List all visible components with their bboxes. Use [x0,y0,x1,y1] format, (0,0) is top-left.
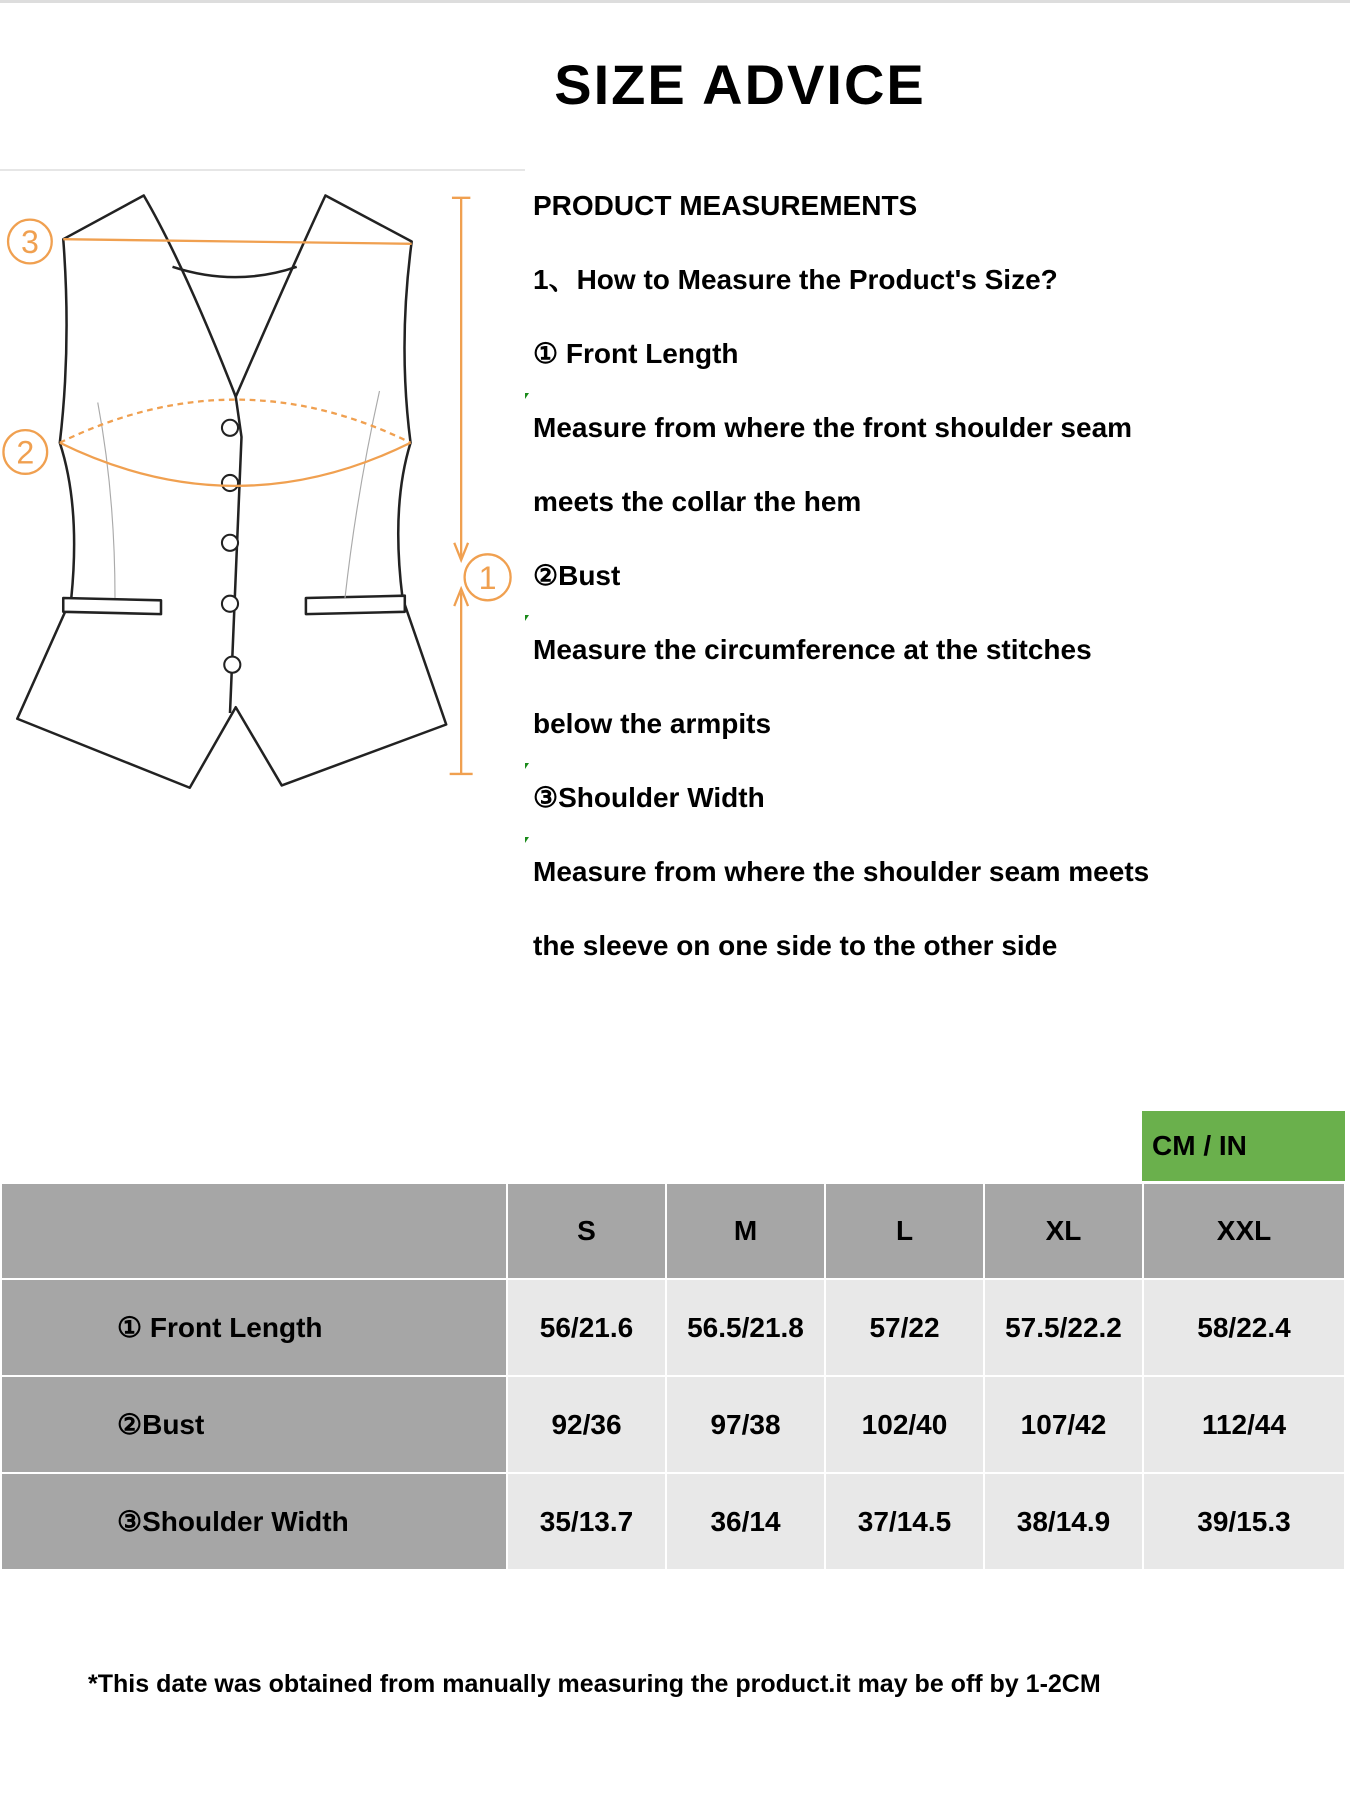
header-blank [1,1183,507,1279]
table-cell: 112/44 [1143,1376,1345,1473]
table-header-row [1,1183,1345,1279]
marker-shoulder: 3 [20,224,39,260]
size-header: S [507,1183,666,1279]
shoulder-text-1: Measure from where the shoulder seam meets [533,856,1150,887]
table-row [1,1473,1345,1570]
row-label: ③Shoulder Width [1,1473,507,1570]
size-header: L [825,1183,984,1279]
table-cell: 56.5/21.8 [666,1279,825,1376]
unit-label: CM / IN [1142,1111,1345,1181]
front-length-text-2: meets the collar the hem [533,486,862,517]
page-title: SIZE ADVICE [554,53,926,116]
marker-bust: 2 [16,434,35,471]
row-label: ① Front Length [1,1279,507,1376]
bullet-mark [525,763,529,769]
table-cell: 38/14.9 [984,1473,1143,1570]
size-table [0,1182,1346,1571]
table-cell: 92/36 [507,1376,666,1473]
size-header: XL [984,1183,1143,1279]
front-length-text-1: Measure from where the front shoulder seam [533,412,1133,443]
table-row [1,1279,1345,1376]
section-title: PRODUCT MEASUREMENTS [533,190,918,221]
bullet-mark [525,393,529,399]
bullet-mark [525,615,529,621]
bullet-mark [525,837,529,843]
table-cell: 39/15.3 [1143,1473,1345,1570]
table-cell: 102/40 [825,1376,984,1473]
size-header: XXL [1143,1183,1345,1279]
bust-text-2: below the armpits [533,708,772,739]
table-cell: 97/38 [666,1376,825,1473]
table-cell: 37/14.5 [825,1473,984,1570]
table-cell: 35/13.7 [507,1473,666,1570]
table-cell: 107/42 [984,1376,1143,1473]
shoulder-text-2: the sleeve on one side to the other side [533,930,1058,961]
vest-diagram [0,0,529,805]
bust-text-1: Measure the circumference at the stitches [533,634,1092,665]
table-cell: 56/21.6 [507,1279,666,1376]
size-header: M [666,1183,825,1279]
shoulder-heading: ③Shoulder Width [533,782,765,813]
bust-heading: ②Bust [533,560,621,591]
table-cell: 57/22 [825,1279,984,1376]
table-row [1,1376,1345,1473]
row-label: ②Bust [1,1376,507,1473]
marker-length: 1 [478,559,497,596]
footnote: *This date was obtained from manually measuring the product.it may be off by 1-2CM [88,1670,1101,1698]
table-cell: 36/14 [666,1473,825,1570]
table-cell: 57.5/22.2 [984,1279,1143,1376]
front-length-heading: ① Front Length [533,338,739,369]
measure-question: 1、How to Measure the Product's Size? [533,264,1058,295]
table-cell: 58/22.4 [1143,1279,1345,1376]
